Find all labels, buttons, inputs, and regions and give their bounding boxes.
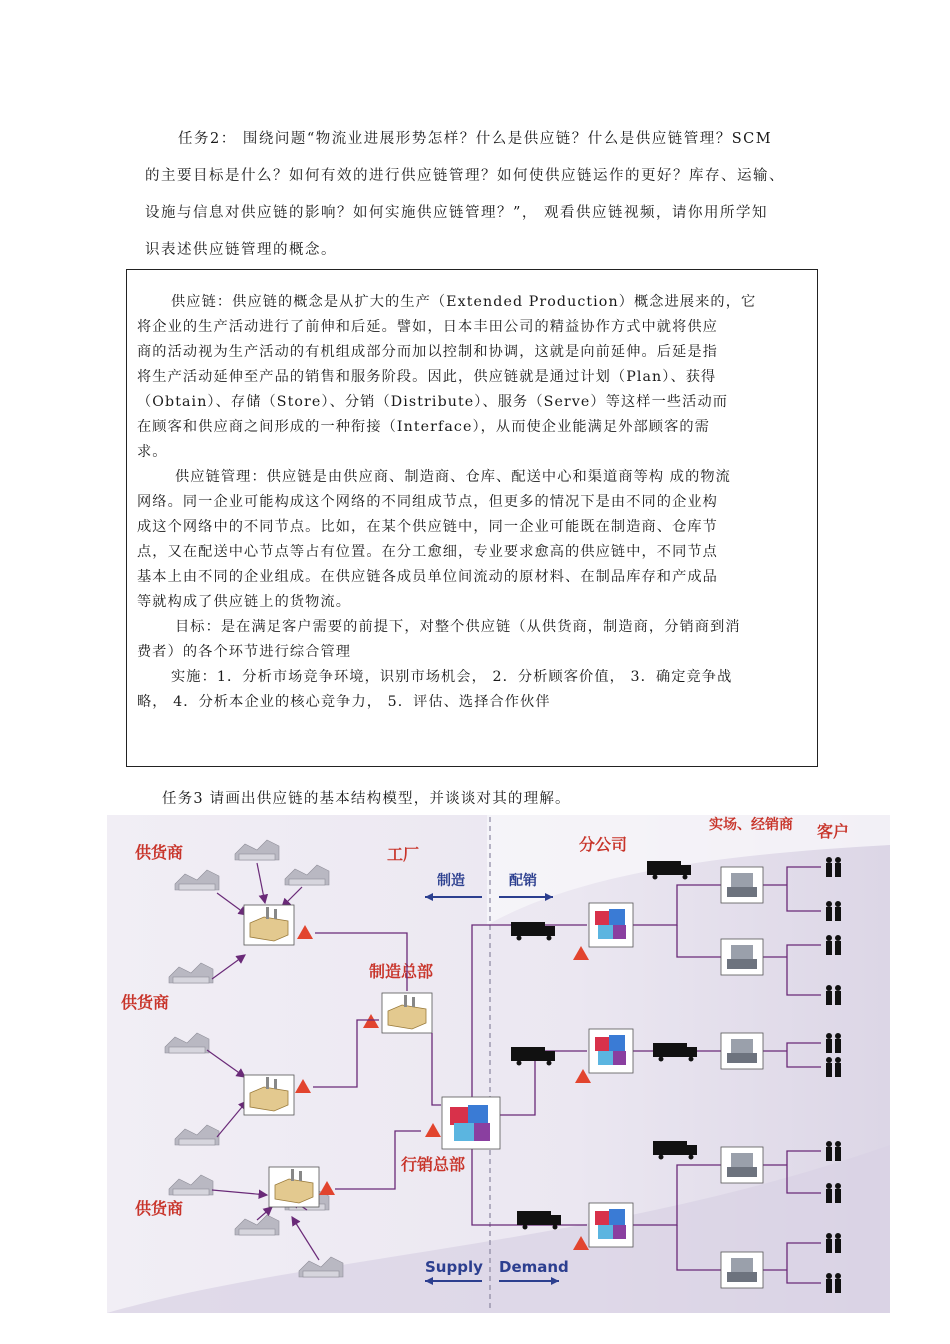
manufacturing-label: 制造 (437, 873, 465, 889)
answer-line: 费者）的各个环节进行综合管理 (137, 644, 352, 660)
branch-icon (589, 1029, 633, 1073)
answer-line: （Obtain）、存储（Store）、分销（Distribute）、服务（Serve）等这样一些活动而 (137, 394, 729, 410)
retailer-label: 实场、经销商 (709, 817, 793, 833)
store-icon (721, 1147, 763, 1183)
task2-paragraph (0, 0, 950, 270)
factory-icon (269, 1167, 319, 1207)
supplier-label: 供货商 (135, 1199, 184, 1218)
answer-line: 基本上由不同的企业组成。在供应链各成员单位间流动的原材料、在制品库存和产成品 (137, 569, 718, 585)
answer-box (126, 269, 818, 767)
supply-chain-diagram (107, 815, 890, 1313)
answer-line: 供应链管理：供应链是由供应商、制造商、仓库、配送中心和渠道商等构 成的物流 (175, 469, 731, 485)
branch-label: 分公司 (579, 835, 628, 854)
answer-line: 商的活动视为生产活动的有机组成部分而加以控制和协调，这就是向前延伸。后延是指 (137, 344, 718, 360)
task2-line-4: 识表述供应链管理的概念。 (145, 242, 337, 258)
answer-line: 目标：是在满足客户需要的前提下，对整个供应链（从供货商，制造商，分销商到消 (175, 619, 741, 635)
mfg-hq-label: 制造总部 (369, 962, 434, 981)
factory-label: 工厂 (387, 845, 420, 864)
supply-chain-svg (107, 815, 890, 1313)
store-icon (721, 1033, 763, 1069)
answer-line: 在顾客和供应商之间形成的一种衔接（Interface），从而使企业能满足外部顾客的需 (137, 419, 710, 435)
answer-line: 点，又在配送中心节点等占有位置。在分工愈细，专业要求愈高的供应链中，不同节点 (137, 544, 718, 560)
supplier-label: 供货商 (121, 993, 170, 1012)
branch-icon (589, 1203, 633, 1247)
answer-line: 成这个网络中的不同节点。比如，在某个供应链中，同一企业可能既在制造商、仓库节 (137, 519, 718, 535)
answer-line: 实施：1．分析市场竞争环境，识别市场机会， 2．分析顾客价值， 3．确定竞争战 (171, 669, 733, 685)
supplier-label: 供货商 (135, 843, 184, 862)
answer-line: 供应链：供应链的概念是从扩大的生产（Extended Production）概念进展来的，它 (171, 294, 757, 310)
factory-icon (244, 1075, 294, 1115)
task2-line-2: 的主要目标是什么？如何有效的进行供应链管理？如何使供应链运作的更好？库存、运输、 (145, 168, 785, 184)
store-icon (721, 939, 763, 975)
answer-line: 求。 (137, 444, 168, 460)
task2-line-1: 任务2： 围绕问题“物流业进展形势怎样？什么是供应链？什么是供应链管理？SCM (178, 131, 773, 147)
answer-line: 网络。同一企业可能构成这个网络的不同组成节点，但更多的情况下是由不同的企业构 (137, 494, 718, 510)
supply-label: Supply (425, 1258, 483, 1276)
store-icon (721, 867, 763, 903)
answer-line: 将企业的生产活动进行了前伸和后延。譬如，日本丰田公司的精益协作方式中就将供应 (137, 319, 718, 335)
sales-hq-label: 行销总部 (401, 1155, 466, 1174)
answer-line: 等就构成了供应链上的货物流。 (137, 594, 352, 610)
answer-line: 将生产活动延伸至产品的销售和服务阶段。因此，供应链就是通过计划（Plan）、获得 (137, 369, 717, 385)
store-icon (721, 1252, 763, 1288)
branch-icon (589, 903, 633, 947)
answer-line: 略， 4．分析本企业的核心竞争力， 5．评估、选择合作伙伴 (137, 694, 551, 710)
task2-line-3: 设施与信息对供应链的影响？如何实施供应链管理？”， 观看供应链视频，请你用所学知 (145, 205, 769, 221)
distribution-label: 配销 (509, 873, 537, 889)
sales-hq-icon (442, 1097, 500, 1149)
factory-icon (244, 905, 294, 945)
demand-label: Demand (499, 1258, 569, 1276)
mfg-hq-icon (382, 993, 432, 1033)
task3-heading: 任务3 请画出供应链的基本结构模型，并谈谈对其的理解。 (162, 791, 571, 807)
customer-label: 客户 (817, 822, 850, 841)
